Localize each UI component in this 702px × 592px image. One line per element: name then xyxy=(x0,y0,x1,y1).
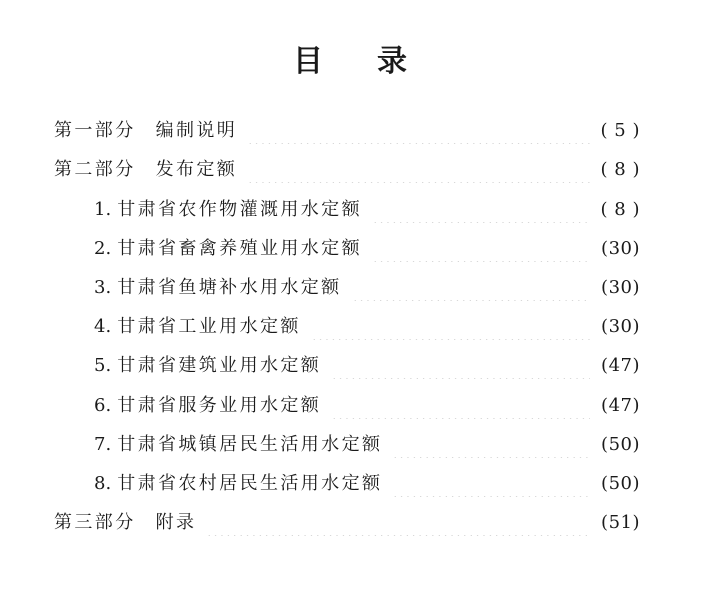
title-char-1: 目 xyxy=(293,44,325,79)
dot-leader xyxy=(206,510,590,536)
toc-entry-title: 发布定额 xyxy=(155,159,238,180)
toc-entry-8[interactable] xyxy=(94,471,640,497)
dot-leader xyxy=(331,353,590,379)
toc-entry-title: 甘肃省畜禽养殖业用水定额 xyxy=(117,238,362,259)
toc-entry-title: 甘肃省农作物灌溉用水定额 xyxy=(117,199,362,220)
toc-entry-number: 1. xyxy=(94,199,112,220)
title-char-2: 录 xyxy=(377,44,409,79)
dot-leader xyxy=(372,236,590,262)
dot-leader xyxy=(311,314,590,340)
toc-entry-number: 3. xyxy=(94,277,112,298)
dot-leader xyxy=(352,275,590,301)
toc-page-number: ( 5 ) xyxy=(600,120,640,141)
dot-leader xyxy=(247,157,590,183)
toc-entry-part-2[interactable] xyxy=(54,157,640,183)
dot-leader xyxy=(392,471,590,497)
toc-entry-title: 甘肃省服务业用水定额 xyxy=(117,395,322,416)
toc-page-number: (51) xyxy=(601,512,640,533)
toc-entry-title: 甘肃省农村居民生活用水定额 xyxy=(117,473,383,494)
toc-entry-title: 甘肃省鱼塘补水用水定额 xyxy=(117,277,342,298)
toc-page-number: (30) xyxy=(601,238,640,259)
toc-entry-5[interactable] xyxy=(94,353,640,379)
toc-page-number: (47) xyxy=(601,355,640,376)
toc-entry-title: 甘肃省工业用水定额 xyxy=(117,316,301,337)
toc-entry-title: 甘肃省建筑业用水定额 xyxy=(117,355,322,376)
dot-leader xyxy=(372,197,590,223)
toc-entry-3[interactable] xyxy=(94,275,640,301)
toc-entry-number: 4. xyxy=(94,316,112,337)
dot-leader xyxy=(392,432,590,458)
dot-leader xyxy=(331,393,590,419)
toc-entry-6[interactable] xyxy=(94,393,640,419)
toc-page-number: (47) xyxy=(601,395,640,416)
toc-entry-number: 2. xyxy=(94,238,112,259)
toc-page-number: (30) xyxy=(601,316,640,337)
toc-entry-number: 8. xyxy=(94,473,112,494)
page-title xyxy=(0,42,702,82)
toc-entry-part-3[interactable] xyxy=(54,510,640,536)
toc-page-number: (50) xyxy=(601,473,640,494)
toc-entry-2[interactable] xyxy=(94,236,640,262)
toc-entry-number: 5. xyxy=(94,355,112,376)
toc-entry-7[interactable] xyxy=(94,432,640,458)
toc-entry-title: 附录 xyxy=(155,512,197,533)
toc-entry-title: 甘肃省城镇居民生活用水定额 xyxy=(117,434,383,455)
toc-entry-title: 编制说明 xyxy=(155,120,238,141)
toc-part-label: 第三部分 xyxy=(54,512,136,533)
toc-part-label: 第二部分 xyxy=(54,159,136,180)
toc-entry-number: 6. xyxy=(94,395,112,416)
toc-part-label: 第一部分 xyxy=(54,120,136,141)
toc-page-number: (30) xyxy=(601,277,640,298)
toc-page-number: ( 8 ) xyxy=(600,159,640,180)
toc-entry-1[interactable] xyxy=(94,197,640,223)
toc-entry-part-1[interactable] xyxy=(54,118,640,144)
toc-entry-number: 7. xyxy=(94,434,112,455)
dot-leader xyxy=(247,118,590,144)
toc-entry-4[interactable] xyxy=(94,314,640,340)
toc-page-number: (50) xyxy=(601,434,640,455)
toc-page-number: ( 8 ) xyxy=(600,199,640,220)
